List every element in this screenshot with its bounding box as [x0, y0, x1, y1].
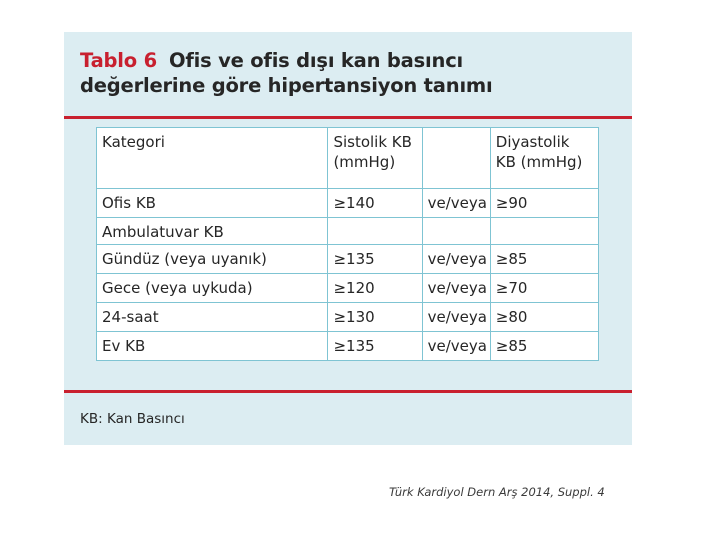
cell-diastolic: ≥85	[490, 245, 598, 274]
title-line-1	[80, 48, 620, 73]
bottom-divider	[64, 390, 632, 393]
header-systolic	[328, 128, 422, 189]
cell-category: Gece (veya uykuda)	[97, 274, 328, 303]
blood-pressure-table	[96, 127, 599, 361]
cell-systolic: ≥135	[328, 245, 422, 274]
cell-category: Ofis KB	[97, 189, 328, 218]
cell-connector: ve/veya	[422, 189, 490, 218]
cell-connector: ve/veya	[422, 332, 490, 361]
table-row	[97, 218, 599, 245]
table-panel	[64, 32, 632, 445]
table-row	[97, 274, 599, 303]
cell-category: Ev KB	[97, 332, 328, 361]
cell-diastolic	[490, 218, 598, 245]
table-row	[97, 189, 599, 218]
table-header-row	[97, 128, 599, 189]
cell-diastolic: ≥90	[490, 189, 598, 218]
title-line-2: değerlerine göre hipertansiyon tanımı	[80, 74, 493, 97]
table-label: Tablo 6	[80, 49, 157, 72]
cell-connector: ve/veya	[422, 245, 490, 274]
cell-connector: ve/veya	[422, 303, 490, 332]
header-diastolic-line-2: KB (mmHg)	[495, 153, 583, 171]
cell-systolic: ≥135	[328, 332, 422, 361]
cell-connector: ve/veya	[422, 274, 490, 303]
header-category: Kategori	[97, 128, 328, 189]
cell-systolic: ≥140	[328, 189, 422, 218]
cell-systolic: ≥120	[328, 274, 422, 303]
cell-diastolic: ≥85	[490, 332, 598, 361]
source-citation: Türk Kardiyol Dern Arş 2014, Suppl. 4	[389, 485, 605, 499]
header-diastolic-line-1: Diyastolik	[495, 133, 570, 151]
header-connector	[422, 128, 490, 189]
cell-category: 24-saat	[97, 303, 328, 332]
table-row	[97, 332, 599, 361]
header-diastolic	[490, 128, 598, 189]
cell-category: Ambulatuvar KB	[97, 218, 328, 245]
table-footnote: KB: Kan Basıncı	[80, 411, 185, 427]
title-text-1: Ofis ve ofis dışı kan basıncı	[168, 49, 464, 72]
cell-diastolic: ≥70	[490, 274, 598, 303]
cell-category: Gündüz (veya uyanık)	[97, 245, 328, 274]
table-title	[80, 48, 620, 98]
header-systolic-line-1: Sistolik KB	[333, 133, 412, 151]
cell-diastolic: ≥80	[490, 303, 598, 332]
cell-connector	[422, 218, 490, 245]
table-row	[97, 245, 599, 274]
header-systolic-line-2: (mmHg)	[333, 153, 396, 171]
table-row	[97, 303, 599, 332]
cell-systolic	[328, 218, 422, 245]
top-divider	[64, 116, 632, 119]
cell-systolic: ≥130	[328, 303, 422, 332]
